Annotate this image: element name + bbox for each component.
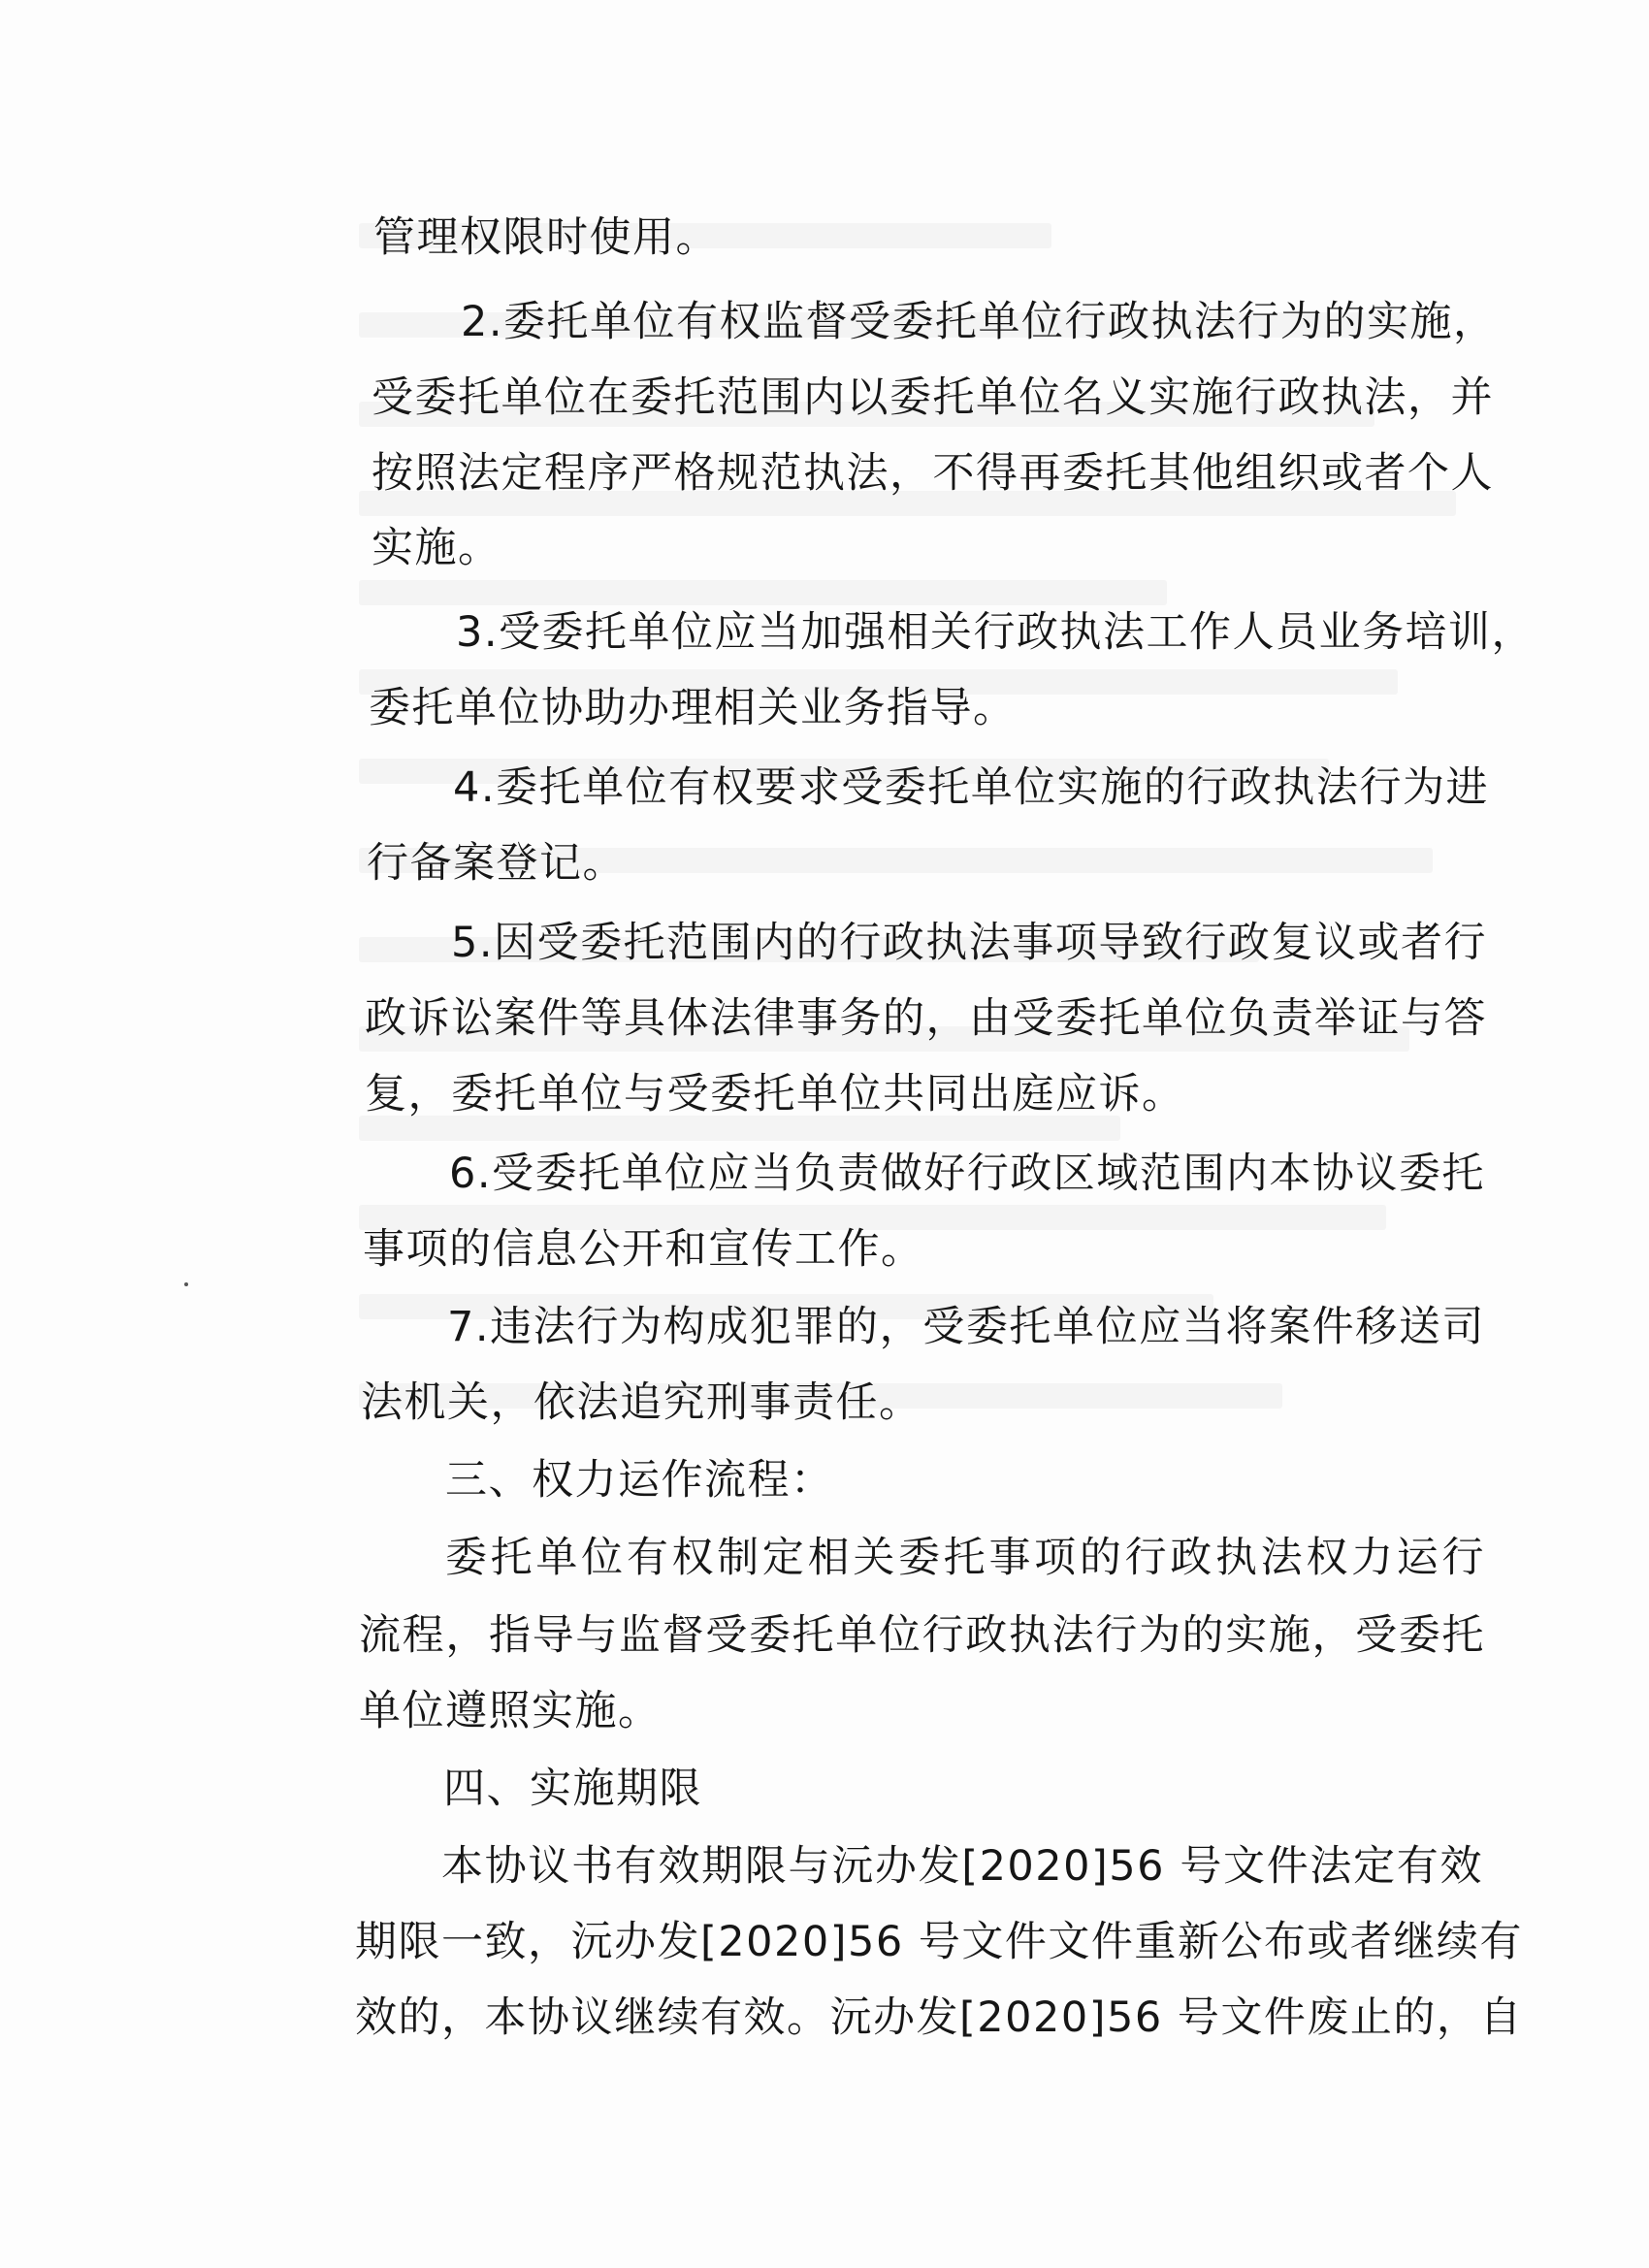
text-line: 效的，本协议继续有效。沅办发[2020]56 号文件废止的，自	[355, 1993, 1523, 2042]
text-line: 流程，指导与监督受委托单位行政执法行为的实施，受委托	[359, 1611, 1485, 1660]
text-line: 行备案登记。	[367, 839, 626, 888]
text-line: 复，委托单位与受委托单位共同出庭应诉。	[365, 1070, 1185, 1118]
text-line: 5.因受委托范围内的行政执法事项导致行政复议或者行	[451, 919, 1487, 967]
text-line: 本协议书有效期限与沅办发[2020]56 号文件法定有效	[441, 1842, 1483, 1891]
text-line: 法机关，依法追究刑事责任。	[361, 1378, 922, 1427]
text-line: 按照法定程序严格规范执法，不得再委托其他组织或者个人	[372, 449, 1494, 498]
text-line: 7.违法行为构成犯罪的，受委托单位应当将案件移送司	[447, 1303, 1485, 1351]
text-line: 实施。	[372, 524, 501, 572]
text-line: 3.受委托单位应当加强相关行政执法工作人员业务培训，	[456, 608, 1536, 657]
text-line: 管理权限时使用。	[373, 213, 719, 262]
section-heading: 四、实施期限	[443, 1765, 702, 1813]
text-line: 4.委托单位有权要求受委托单位实施的行政执法行为进	[453, 763, 1489, 812]
text-line: 事项的信息公开和宣传工作。	[363, 1225, 924, 1274]
text-line: 委托单位协助办理相关业务指导。	[369, 684, 1017, 732]
text-line: 期限一致，沅办发[2020]56 号文件文件重新公布或者继续有	[355, 1918, 1523, 1966]
text-line: 委托单位有权制定相关委托事项的行政执法权力运行	[445, 1534, 1485, 1582]
text-line: 6.受委托单位应当负责做好行政区域范围内本协议委托	[449, 1150, 1485, 1198]
section-heading: 三、权力运作流程：	[445, 1456, 834, 1505]
text-line: 单位遵照实施。	[359, 1687, 662, 1735]
text-line: 受委托单位在委托范围内以委托单位名义实施行政执法，并	[372, 373, 1494, 422]
text-line: 2.委托单位有权监督受委托单位行政执法行为的实施，	[461, 298, 1497, 346]
text-line: 政诉讼案件等具体法律事务的，由受委托单位负责举证与答	[365, 994, 1487, 1043]
